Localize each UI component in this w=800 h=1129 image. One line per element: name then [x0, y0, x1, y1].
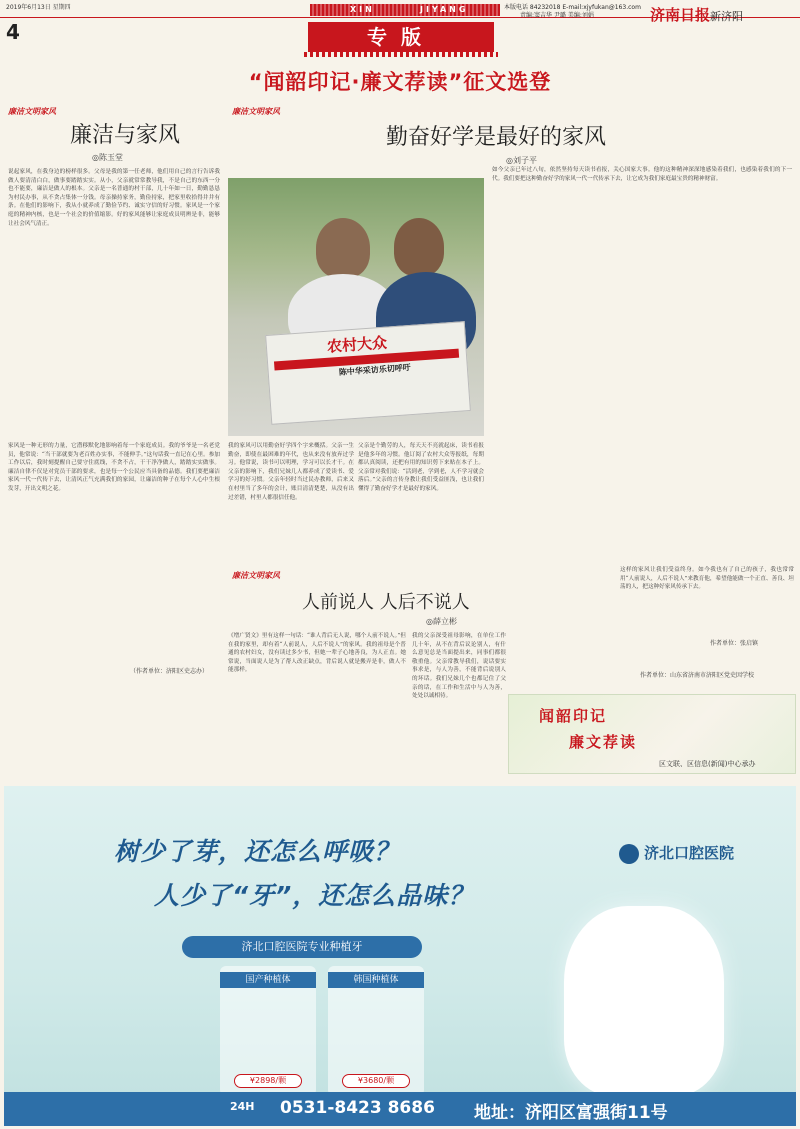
- a2-column-tag: 廉洁文明家风: [232, 106, 280, 116]
- article-photo: [228, 178, 484, 436]
- a2-title: 勤奋好学是最好的家风: [386, 125, 607, 150]
- promo-footer: 区文联、区信息(新闻)中心承办: [659, 760, 756, 768]
- ad-contact-bar: [4, 1092, 796, 1126]
- contact-line: 本版电话 84232018 E-mail:xjyfukan@163.com: [504, 4, 641, 11]
- promo-box: [508, 694, 796, 774]
- a3-author: ◎薛立彬: [426, 617, 457, 626]
- a3-signature: 作者单位：山东省济南市济阳区党史因学校: [640, 672, 755, 679]
- page-title: “闻韶印记·廉文荐读”征文选登: [248, 70, 552, 94]
- ad-product-2-title: 韩国种植体: [328, 972, 424, 988]
- masthead-pinyin-2: JIYANG: [420, 5, 469, 14]
- newspaper-headline: 陈中华采访乐切呼吁: [338, 363, 412, 378]
- a1-column-tag: 廉洁文明家风: [8, 106, 56, 116]
- editors-line: 责编:窦吉华 尹璐 美编:刘娟: [520, 12, 594, 19]
- masthead-band: [310, 4, 500, 16]
- dental-advertisement: [4, 786, 796, 1126]
- promo-line-1: 闻韶印记: [539, 707, 608, 725]
- issue-date: 2019年6月13日 星期四: [6, 4, 71, 11]
- ad-ribbon: 济北口腔医院专业种植牙: [182, 936, 422, 958]
- a2-signature: 作者单位：张启镇: [710, 640, 759, 647]
- a3-paragraph-2: 我的父亲深受祖母影响，在单位工作几十年，从不在背后议论别人，有什么意见总是当面提出来，同事们都很敬重他。父亲常教导我们，说话要实事求是，与人为善，不能背后说别人的坏话。我们兄妹几个也都记住了父亲的话，在工作和生活中与人为善，处处以诚相待。: [412, 633, 506, 700]
- a3-paragraph-1: 《增广贤文》里有这样一句话：“谁人背后无人说，哪个人前不说人。”但在我的家里，却有着“人前说人，人后不说人”的家风。我的祖母是个普通的农村妇女，没有读过多少书，但她一辈子心地善良，为人正直。她常说，当面说人是为了帮人改正缺点，背后说人就是搬弄是非，做人不能那样。: [228, 633, 406, 674]
- tooth-icon: [564, 906, 724, 1096]
- a1-title: 廉洁与家风: [70, 123, 181, 148]
- a1-author: ◎陈玉堂: [92, 153, 123, 162]
- ad-brand: 济北口腔医院: [644, 844, 735, 862]
- a2-paragraph-1: 我的家风可以用勤奋好学四个字来概括。父亲一生勤奋，即使在最困难的年代，也从来没有放弃过学习。他常说，读书可以明理，学习可以长才干。在父亲的影响下，我们兄妹几人都养成了爱读书、爱学习的好习惯。父亲年轻时当过民办教师，后来又在村里当了多年的会计，账目清清楚楚，从没有出过差错，村里人都很信任他。: [228, 443, 354, 501]
- a2-paragraph-2: 父亲是个勤劳的人，每天天不亮就起床，读书看报是他多年的习惯。他订阅了农村大众等报纸，每期都认真阅读，还把有用的知识剪下来贴在本子上。父亲常对我们说：“活到老，学到老，人不学习就会落后。”父亲的言传身教让我们受益匪浅，也让我们懂得了勤奋好学才是最好的家风。: [358, 443, 484, 492]
- ad-headline-1: 树少了芽，还怎么呼吸？: [114, 837, 401, 866]
- ad-product-2: [328, 966, 424, 1096]
- newspaper-masthead: 农村大众: [326, 333, 388, 356]
- ad-phone: 0531-8423 8686: [280, 1098, 435, 1118]
- a1-paragraph-1: 说起家风，在我身边的榜样很多。父母是我的第一任老师，他们用自己的言行告诉我做人要清清白白，做事要踏踏实实。从小，父亲就常常教导我，不是自己的东西一分也不能要，廉洁是做人的根本。父亲是一名普通的村干部，几十年如一日，勤勤恳恳为村民办事，从不贪占集体一分钱。母亲操持家务，勤俭持家，把家里收拾得井井有条。在他们的影响下，我从小就养成了勤俭节约、诚实守信的好习惯。家风是一个家庭的精神内核，也是一个社会的价值缩影。好的家风能够让家庭成员明辨是非，能够让社会风气清正。: [8, 169, 220, 227]
- section-decoration: [304, 52, 498, 57]
- a2-author: ◎刘子平: [506, 156, 537, 165]
- a1-paragraph-2: 家风是一种无形的力量，它潜移默化地影响着每一个家庭成员。我的爷爷是一名老党员，他常说：“当干部就要为老百姓办实事，不能伸手。”这句话我一直记在心里。参加工作以后，我时刻提醒自己要守住底线，不贪不占，干干净净做人，踏踏实实做事。廉洁自律不仅是对党员干部的要求，也是每一个公民应当具备的品德。我们要把廉洁家风一代一代传下去，让清风正气充满我们的家园，让廉洁的种子在每个人心中生根发芽，开出文明之花。: [8, 443, 220, 492]
- page-number: 4: [6, 20, 20, 44]
- masthead-pinyin-1: XIN: [350, 5, 375, 14]
- ad-address: 地址：济阳区富强街11号: [474, 1103, 668, 1123]
- section-banner: 专版: [308, 22, 494, 52]
- a3-column-tag: 廉洁文明家风: [232, 570, 280, 580]
- ad-product-1-price: ¥2898/颗: [234, 1074, 302, 1088]
- hospital-logo-icon: [619, 844, 639, 864]
- a3-title: 人前说人 人后不说人: [302, 592, 470, 613]
- person-left-head: [316, 218, 370, 278]
- ad-product-1-title: 国产种植体: [220, 972, 316, 988]
- person-right-head: [394, 218, 444, 276]
- ad-product-1: [220, 966, 316, 1096]
- a2-paragraph-3: 如今父亲已年过八旬，依然坚持每天读书看报，关心国家大事。他的这种精神深深地感染着我们，也感染着我们的下一代。我们要把这种勤奋好学的家风一代一代传承下去，让它成为我们家庭最宝贵的精神财富。: [492, 167, 792, 182]
- ad-headline-2: 人少了“牙”，还怎么品味？: [154, 881, 475, 910]
- a3-paragraph-3: 这样的家风让我们受益终身。如今我也有了自己的孩子，我也常常用“人前说人，人后不说人”来教育他，希望他能做一个正直、善良、坦荡的人，把这种好家风传承下去。: [620, 567, 794, 591]
- a1-signature: （作者单位：济阳区史志办）: [130, 668, 209, 675]
- promo-line-2: 廉文荐读: [569, 733, 638, 751]
- hotline-label: 24H: [230, 1100, 255, 1113]
- newspaper-prop: [265, 321, 471, 425]
- ad-product-2-price: ¥3680/颗: [342, 1074, 410, 1088]
- newspaper-logo: 济南日报新济阳: [650, 6, 744, 24]
